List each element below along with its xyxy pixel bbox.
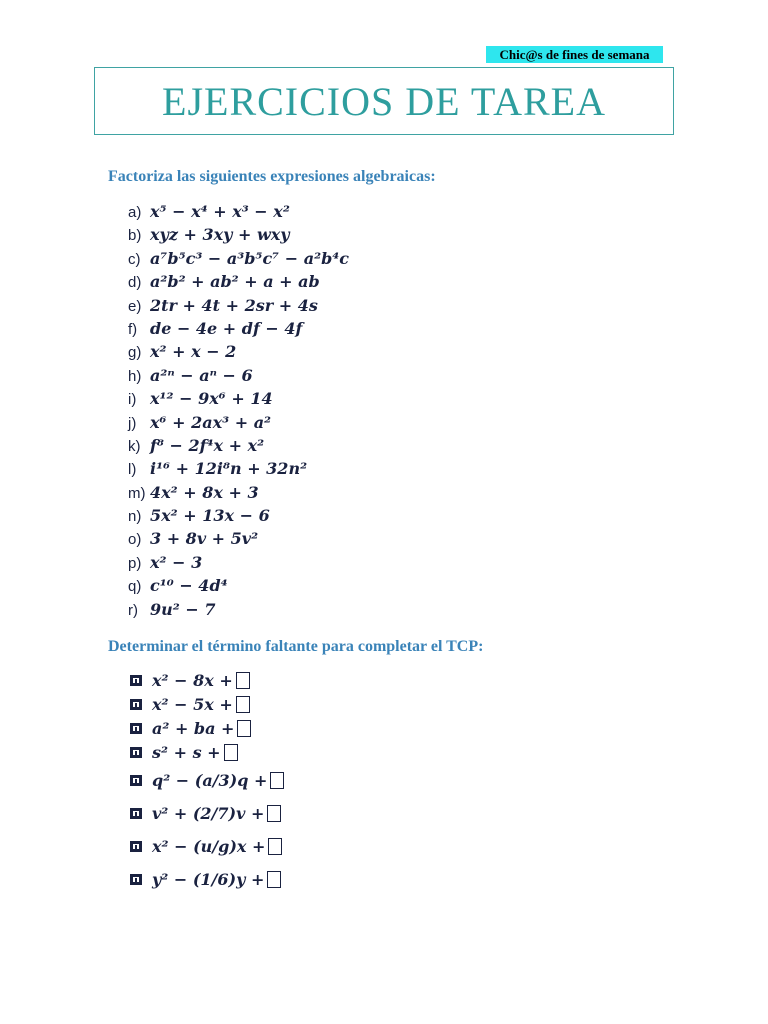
item-expression: xyz + 3xy + wxy [150,225,290,245]
item-expression: a²ⁿ − aⁿ − 6 [150,365,253,385]
list-item [130,668,284,692]
item-expression: x² − (u/g)x + [152,837,266,856]
title-box [94,67,674,135]
item-label: l) [128,461,137,479]
item-label: e) [128,297,142,315]
item-expression: a²b² + ab² + a + ab [150,272,320,292]
item-expression: s² + s + [152,742,221,762]
list-item [130,797,284,830]
item-label: a) [128,204,142,221]
header-tag: Chic@s de fines de semana [486,46,663,63]
list-item [128,247,349,270]
item-expression: y² − (1/6)y + [152,870,265,889]
factorize-list [128,200,349,621]
item-label: b) [128,227,142,245]
list-item [128,457,349,480]
list-item [128,598,349,621]
list-item [130,764,284,797]
bullet-icon [130,841,142,852]
list-item [128,340,349,363]
item-label: g) [128,344,142,362]
item-label: p) [128,554,142,572]
section-factorize-title: Factoriza las siguientes expresiones algebraicas: [108,168,436,185]
blank-box [270,772,284,789]
blank-box [268,838,282,855]
item-expression: c¹⁰ − 4d⁴ [150,576,228,596]
list-item [130,830,284,863]
item-label: q) [128,578,142,596]
blank-box [224,744,238,761]
list-item [128,364,349,387]
bullet-icon [130,699,142,710]
list-item [128,434,349,457]
item-expression: x⁵ − x⁴ + x³ − x² [150,202,290,221]
item-expression: 4x² + 8x + 3 [150,482,259,502]
item-expression: 9u² − 7 [150,599,216,619]
item-label: m) [128,484,146,502]
list-item [128,200,349,223]
list-item [128,294,349,317]
blank-box [236,696,250,713]
list-item [128,223,349,246]
list-item [128,551,349,574]
list-item [128,387,349,410]
list-item [128,527,349,550]
bullet-icon [130,775,142,786]
item-label: f) [128,320,138,338]
list-item [128,481,349,504]
bullet-icon [130,723,142,734]
list-item [128,411,349,434]
blank-box [267,805,281,822]
item-expression: 3 + 8v + 5v² [150,529,259,549]
item-expression: a² + ba + [152,718,235,738]
tcp-list [130,668,284,896]
item-label: d) [128,274,142,292]
item-expression: f⁸ − 2f⁴x + x² [150,435,265,455]
list-item [128,504,349,527]
item-expression: x⁶ + 2ax³ + a² [150,412,272,432]
bullet-icon [130,747,142,758]
item-expression: x² − 3 [150,552,203,572]
list-item [130,863,284,896]
item-expression: x² − 8x + [152,670,233,690]
item-expression: 2tr + 4t + 2sr + 4s [150,295,318,315]
list-item [130,740,284,764]
item-expression: 5x² + 13x − 6 [150,506,270,526]
list-item [130,692,284,716]
list-item [130,716,284,740]
item-label: c) [128,250,141,268]
item-label: h) [128,367,142,385]
list-item [128,317,349,340]
item-label: n) [128,508,142,526]
item-label: j) [128,414,137,432]
list-item [128,574,349,597]
item-expression: x² + x − 2 [150,342,237,362]
item-expression: v² + (2/7)v + [152,804,265,823]
item-expression: a⁷b⁵c³ − a³b⁵c⁷ − a²b⁴c [150,248,350,268]
bullet-icon [130,808,142,819]
item-expression: q² − (a/3)q + [152,771,268,790]
bullet-icon [130,675,142,686]
section-tcp-title: Determinar el término faltante para completar el TCP: [108,638,484,655]
item-expression: x¹² − 9x⁶ + 14 [150,389,273,409]
item-expression: de − 4e + df − 4f [150,318,303,338]
blank-box [237,720,251,737]
item-label: i) [128,391,137,409]
item-label: o) [128,531,142,549]
item-label: k) [128,437,141,455]
page-title: EJERCICIOS DE TAREA [162,79,606,124]
blank-box [236,672,250,689]
blank-box [267,871,281,888]
item-expression: x² − 5x + [152,694,233,714]
list-item [128,270,349,293]
item-expression: i¹⁶ + 12i⁸n + 32n² [150,459,308,479]
bullet-icon [130,874,142,885]
item-label: r) [128,601,138,619]
